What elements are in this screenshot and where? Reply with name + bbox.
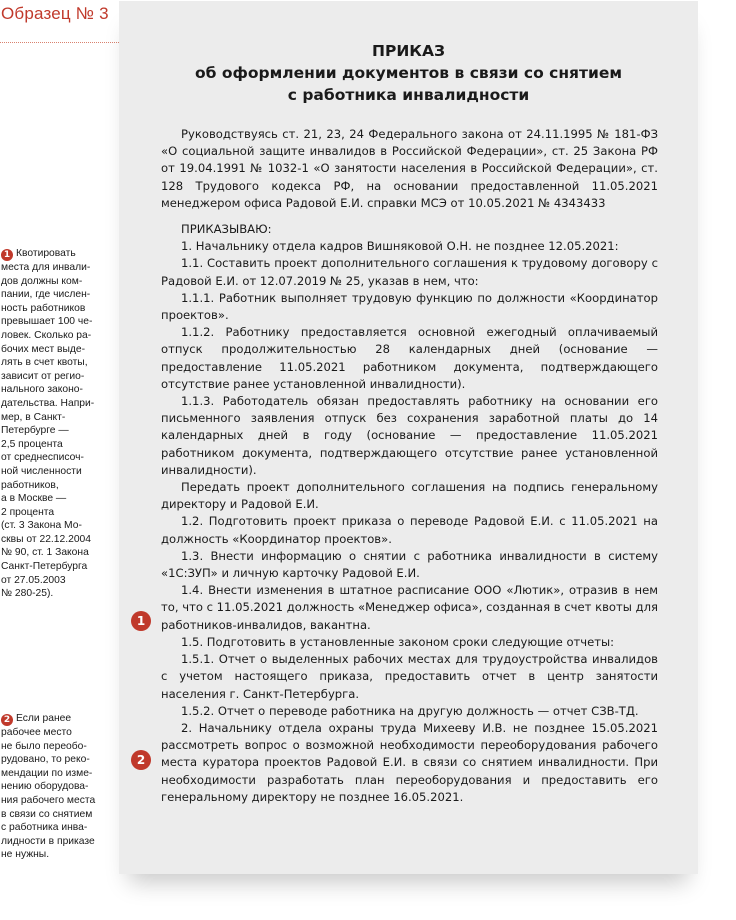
document-title: ПРИКАЗ (372, 42, 445, 60)
paragraph-1-4: 1.4. Внести изменения в штатное расписание ООО «Лютик», отразив в нем то, что с 11.05.2021 должность «Менеджер офиса», созданная в счет квоты для работников-инвалидов, вакантна. (161, 583, 658, 632)
side-note-1 (1, 247, 113, 601)
preamble: Руководствуясь ст. 21, 23, 24 Федерального закона от 24.11.1995 № 181-ФЗ «О социальной защите инвалидов в Российской Федерации», ст. 25 Закона РФ от 19.04.1991 № 1032-1 «О занятости населения в Российской Федерации», ст. 128 Трудового кодекса РФ, на основании предоставленной 11.05.2021 менеджером офиса Радовой Е.И. справки МСЭ от 10.05.2021 № 4343433 (161, 127, 658, 210)
note-text: Квотировать места для инвали- дов должны ком- пании, где числен- ность работников превышает 100 че- ловек. Сколько ра- бочих мест выде- лять в счет квоты, зависит от регио- нального законо- дательства. Напри- мер, в Санкт- Петербурге — 2,5 процента от среднесписоч- ной численности работников, а в Москве — 2 процента (ст. 3 Закона Мо- сквы от 22.12.2004 № 90, ст. 1 Закона Санкт-Петербурга от 27.05.2003 № 280-25). (1, 248, 95, 600)
note-number-badge: 2 (1, 714, 13, 726)
note-number-badge: 1 (1, 249, 13, 261)
order-word: ПРИКАЗЫВАЮ: (181, 222, 272, 237)
document-body (161, 126, 658, 806)
paragraph-1-3: 1.3. Внести информацию о снятии с работника инвалидности в систему «1С:ЗУП» и личную карточку Радовой Е.И. (161, 548, 658, 581)
document-subtitle-line-1: об оформлении документов в связи со снятием (194, 64, 623, 82)
paragraph-transfer: Передать проект дополнительного соглашения на подпись генеральному директору и Радовой Е.И. (161, 480, 658, 512)
paragraph-1-5-2: 1.5.2. Отчет о переводе работника на другую должность — отчет СЗВ-ТД. (181, 703, 639, 718)
footnote-badge-2: 2 (131, 750, 151, 770)
paragraph-1-2: 1.2. Подготовить проект приказа о переводе Радовой Е.И. с 11.05.2021 на должность «Координатор проектов». (161, 514, 658, 546)
paragraph-1-1-2: 1.1.2. Работнику предоставляется основной ежегодный оплачиваемый отпуск продолжительностью 28 календарных дней (основание — предоставление 11.05.2021 работником документа, подтверждающего отсутствие ранее установленной инвалидности). (161, 325, 658, 391)
paragraph-1-5: 1.5. Подготовить в установленные законом сроки следующие отчеты: (181, 634, 615, 649)
paragraph-1: 1. Начальнику отдела кадров Вишняковой О.Н. не позднее 12.05.2021: (181, 239, 619, 254)
sample-label: Образец № 3 (1, 4, 109, 23)
dotted-divider (0, 42, 119, 43)
paragraph-1-5-1: 1.5.1. Отчет о выделенных рабочих местах для трудоустройства инвалидов с учетом настоящего приказа, предоставить отчет в центр занятости населения г. Санкт-Петербурга. (161, 652, 658, 701)
order-document (119, 1, 698, 874)
footnote-badge-1: 1 (131, 611, 151, 631)
document-title-block (119, 40, 698, 106)
document-subtitle-line-2: с работника инвалидности (287, 86, 530, 104)
side-note-2 (1, 712, 113, 862)
paragraph-2: 2. Начальнику отдела охраны труда Михееву И.В. не позднее 15.05.2021 рассмотреть вопрос о возможной необходимости переоборудования рабочего места куратора проектов Радовой Е.И. в связи со снятием инвалидности. При необходимости разработать план переоборудования и предоставить его генеральному директору не позднее 16.05.2021. (161, 720, 658, 804)
paragraph-1-1-3: 1.1.3. Работодатель обязан предоставлять работнику на основании его письменного заявления отпуск без сохранения заработной платы до 14 календарных дней в году (основание — предоставление 11.05.2021 работником документа, подтверждающего отсутствие ранее установленной инвалидности). (161, 394, 658, 477)
paragraph-1-1-1: 1.1.1. Работник выполняет трудовую функцию по должности «Координатор проектов». (161, 290, 658, 323)
paragraph-1-1: 1.1. Составить проект дополнительного соглашения к трудовому договору с Радовой Е.И. от 12.07.2019 № 25, указав в нем, что: (161, 256, 658, 288)
note-text: Если ранее рабочее место не было переобо- рудовано, то реко- мендации по изме- нению оборудова- ния рабочего места в связи со снятием с работника инва- лидности в приказе не нужны. (1, 713, 96, 861)
